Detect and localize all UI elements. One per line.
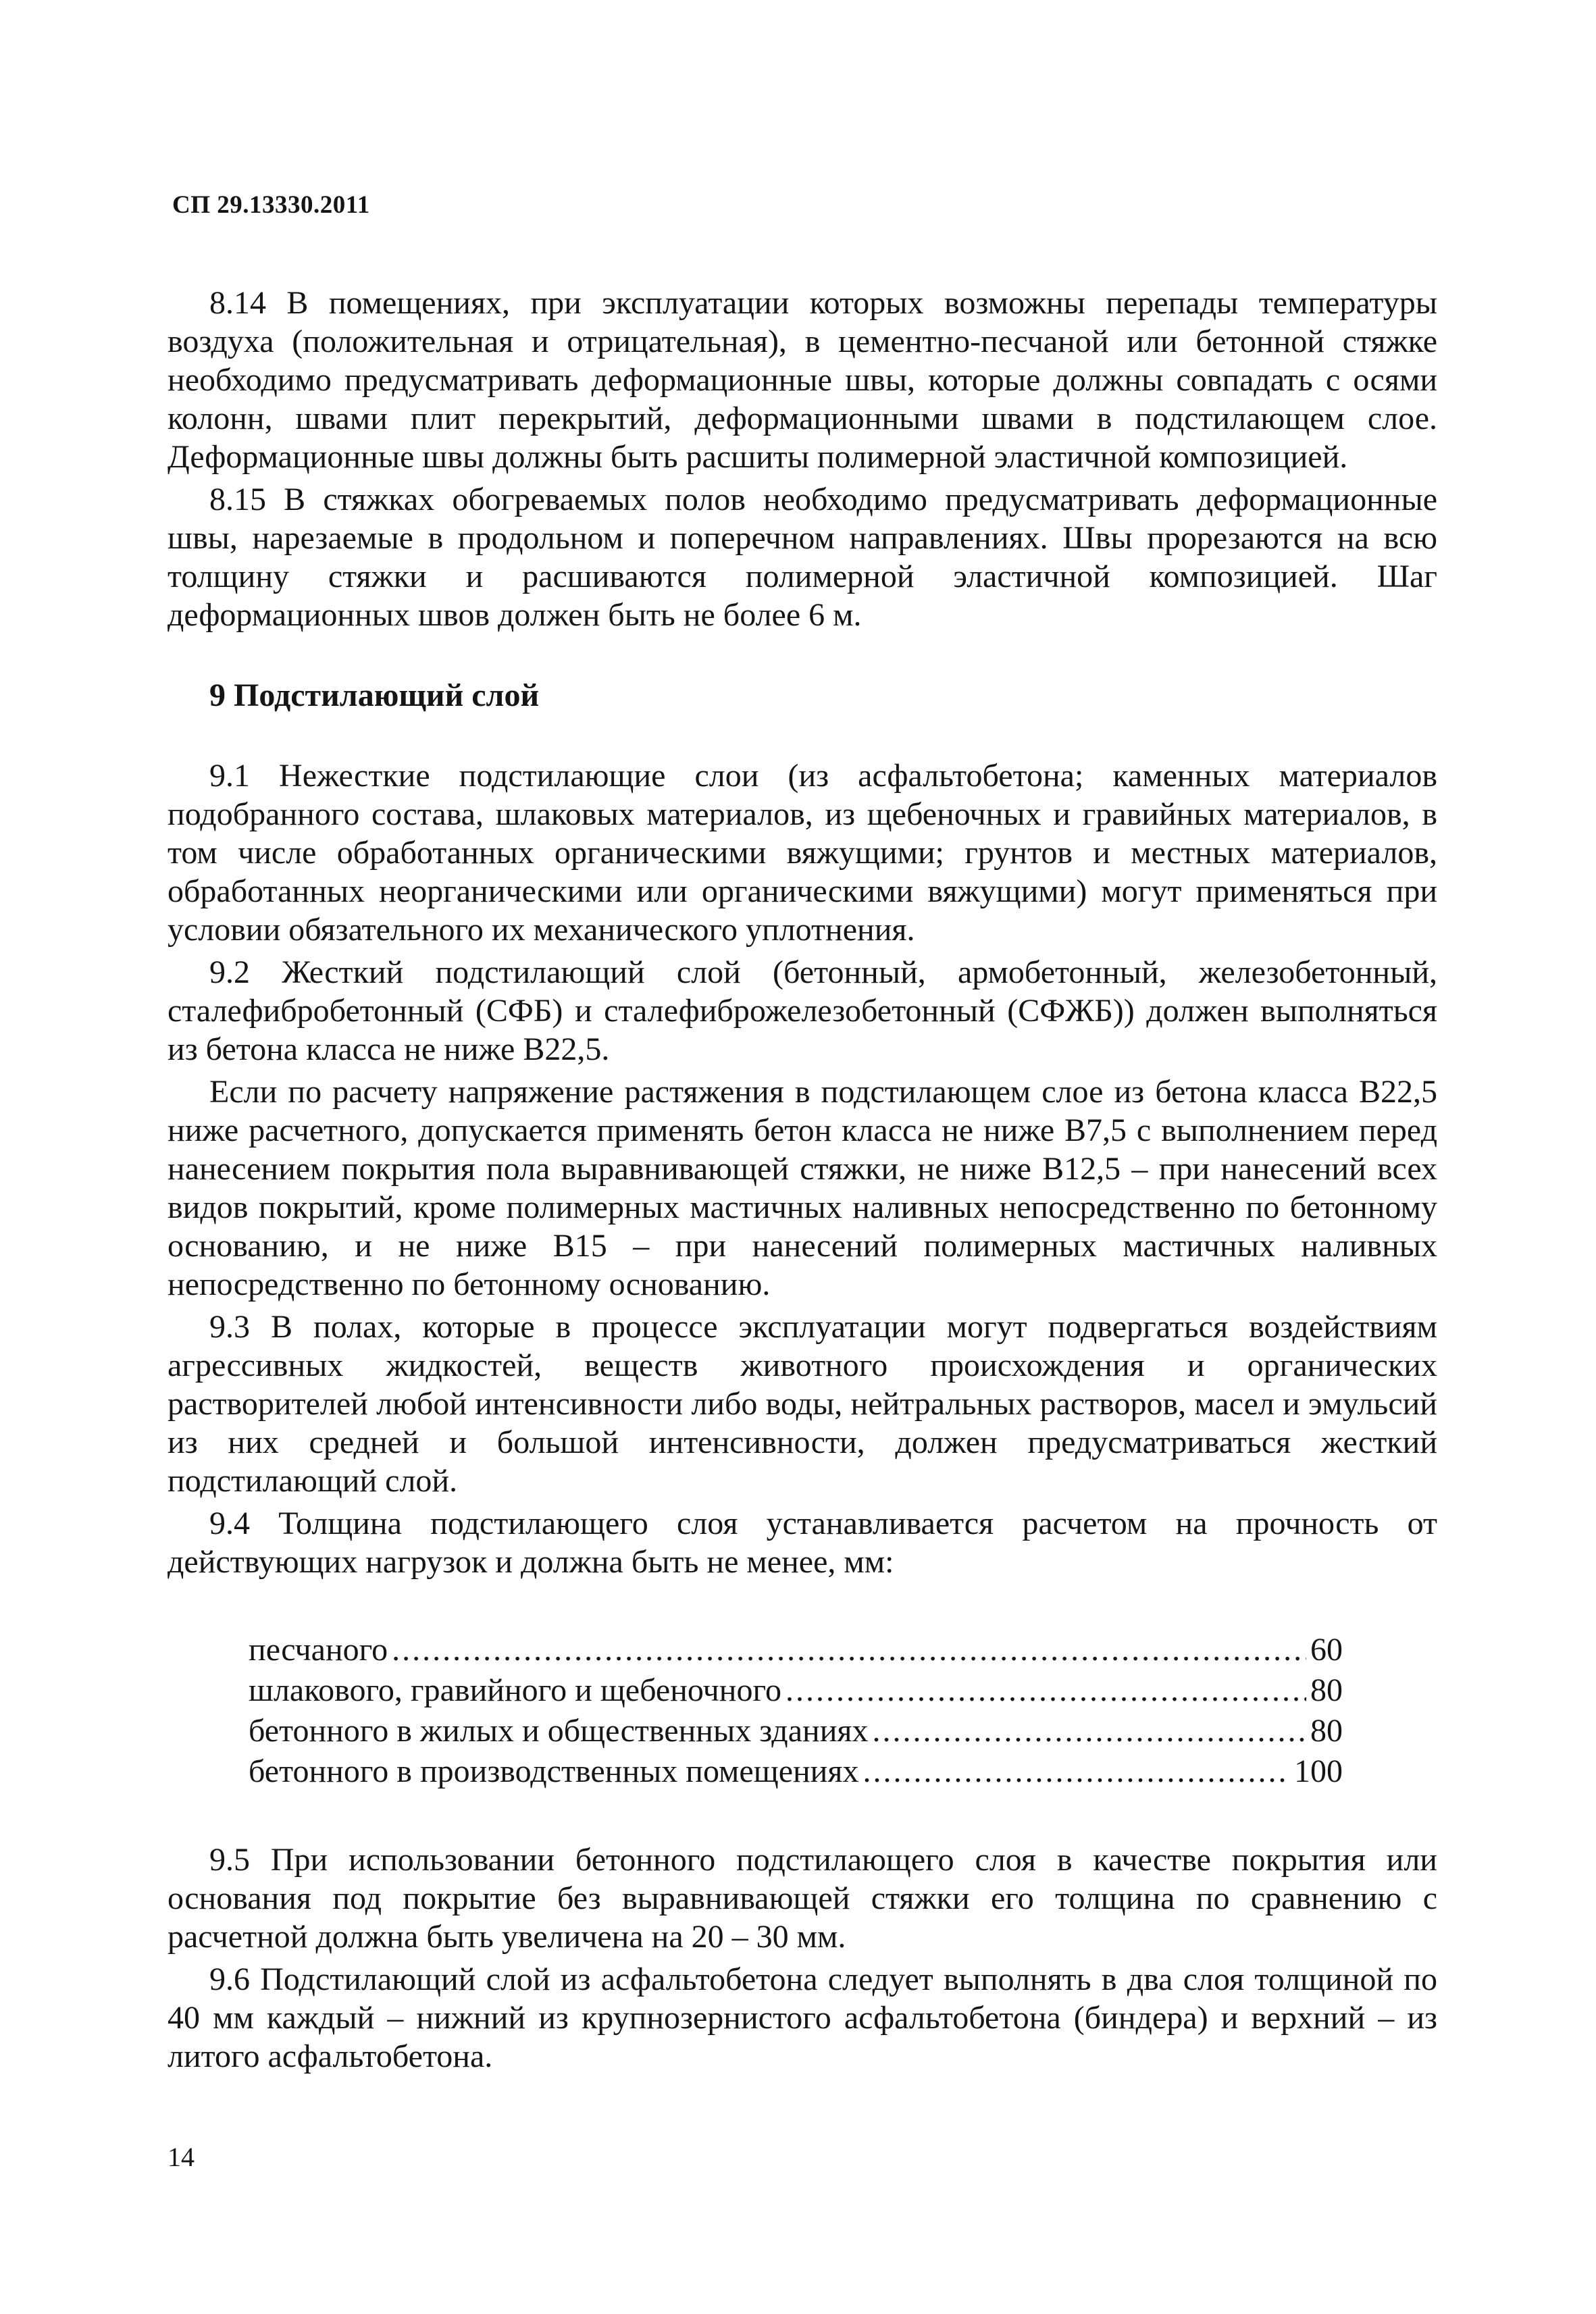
list-item-value: 80	[1310, 1672, 1343, 1708]
leader-dots	[786, 1670, 1306, 1711]
paragraph-9-2-continued: Если по расчету напряжение растяжения в подстилающем слое из бетона класса В22,5 ниже расчетного, допускается применять бетон класса не ниже В7,5 с выполнением перед нанесением покрытия пола выравнивающей стяжки, не ниже В12,5 – при нанесений всех видов покрытий, кроме полимерных мастичных наливных непосредственно по бетонному основанию, и не ниже В15 – при нанесений полимерных мастичных наливных непосредственно по бетонному основанию.	[168, 1074, 1437, 1302]
list-item	[249, 1711, 1343, 1751]
paragraph-9-2: 9.2 Жесткий подстилающий слой (бетонный, армобетонный, железобетонный, сталефибробетонный (СФБ) и сталефиброжелезобетонный (СФЖБ)) должен выполняться из бетона класса не ниже В22,5.	[168, 954, 1437, 1067]
document-code: СП 29.13330.2011	[172, 191, 370, 219]
list-item-label: шлакового, гравийного и щебеночного	[249, 1672, 781, 1708]
list-item	[249, 1670, 1343, 1711]
leader-dots	[392, 1630, 1306, 1670]
list-item-label: бетонного в жилых и общественных зданиях	[249, 1713, 869, 1749]
paragraph-9-1: 9.1 Нежесткие подстилающие слои (из асфальтобетона; каменных материалов подобранного состава, шлаковых материалов, из щебеночных и гравийных материалов, в том числе обработанных органическими вяжущими; грунтов и местных материалов, обработанных неорганическими или органическими вяжущими) могут применяться при условии обязательного их механического уплотнения.	[168, 758, 1437, 948]
paragraph-9-3: 9.3 В полах, которые в процессе эксплуатации могут подвергаться воздействиям агрессивных жидкостей, веществ животного происхождения и органических растворителей любой интенсивности либо воды, нейтральных растворов, масел и эмульсий из них средней и большой интенсивности, должен предусматриваться жесткий подстилающий слой.	[168, 1309, 1437, 1499]
list-item-value: 80	[1310, 1713, 1343, 1749]
list-item-value: 100	[1294, 1753, 1343, 1789]
list-item	[249, 1751, 1343, 1792]
list-item	[249, 1630, 1343, 1670]
paragraph-9-6: 9.6 Подстилающий слой из асфальтобетона следует выполнять в два слоя толщиной по 40 мм каждый – нижний из крупнозернистого асфальтобетона (биндера) и верхний – из литого асфальтобетона.	[168, 1961, 1437, 2074]
leader-dots	[863, 1751, 1290, 1792]
paragraph-8-15: 8.15 В стяжках обогреваемых полов необходимо предусматривать деформационные швы, нарезаемые в продольном и поперечном направлениях. Швы прорезаются на всю толщину стяжки и расшиваются полимерной эластичной композицией. Шаг деформационных швов должен быть не более 6 м.	[168, 482, 1437, 633]
list-item-label: бетонного в производственных помещениях	[249, 1753, 859, 1789]
list-item-label: песчаного	[249, 1632, 388, 1668]
thickness-list	[249, 1630, 1343, 1792]
paragraph-9-4: 9.4 Толщина подстилающего слоя устанавливается расчетом на прочность от действующих нагрузок и должна быть не менее, мм:	[168, 1506, 1437, 1580]
page-content	[168, 284, 1437, 2080]
list-item-value: 60	[1310, 1632, 1343, 1668]
section-heading-9: 9 Подстилающий слой	[209, 677, 540, 713]
paragraph-8-14: 8.14 В помещениях, при эксплуатации которых возможны перепады температуры воздуха (положительная и отрицательная), в цементно-песчаной или бетонной стяжке необходимо предусматривать деформационные швы, которые должны совпадать с осями колонн, швами плит перекрытий, деформационными швами в подстилающем слое. Деформационные швы должны быть расшиты полимерной эластичной композицией.	[168, 285, 1437, 475]
paragraph-9-5: 9.5 При использовании бетонного подстилающего слоя в качестве покрытия или основания под покрытие без выравнивающей стяжки его толщина по сравнению с расчетной должна быть увеличена на 20 – 30 мм.	[168, 1842, 1437, 1955]
page-number: 14	[168, 2142, 195, 2172]
leader-dots	[872, 1711, 1306, 1751]
